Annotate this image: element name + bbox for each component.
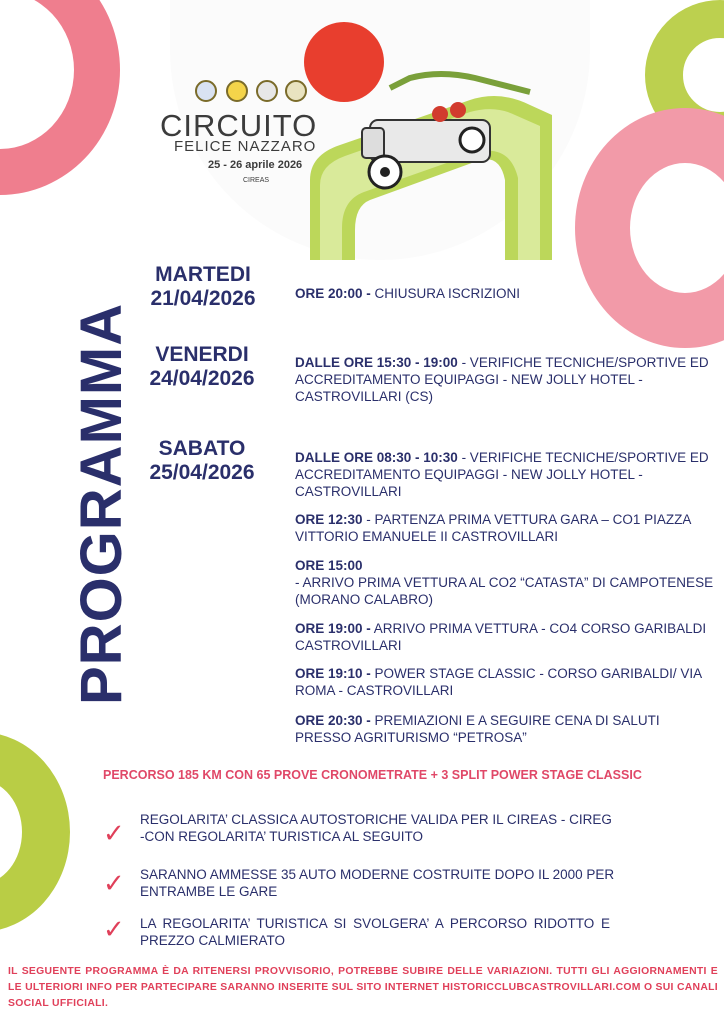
note-item: REGOLARITA’ CLASSICA AUTOSTORICHE VALIDA PER IL CIREAS - CIREG -CON REGOLARITA’ TURISTICA AL SEGUITO	[140, 812, 612, 844]
day-heading	[122, 437, 282, 485]
event-organizer: CIREAS	[243, 177, 270, 184]
note-item: SARANNO AMMESSE 35 AUTO MODERNE COSTRUITE DOPO IL 2000 PER ENTRAMBE LE GARE	[140, 867, 615, 899]
event-time: DALLE ORE 15:30 - 19:00	[295, 355, 458, 370]
aci-logo-icon	[195, 80, 217, 102]
event-description: - ARRIVO PRIMA VETTURA AL CO2 “CATASTA” DI CAMPOTENESE (MORANO CALABRO)	[295, 575, 714, 607]
event-description: - VERIFICHE TECNICHE/SPORTIVE ED ACCREDITAMENTO EQUIPAGGI - NEW JOLLY HOTEL - CASTROVILLARI (CS)	[295, 355, 709, 404]
event-description: ARRIVO PRIMA VETTURA - CO4 CORSO GARIBALDI CASTROVILLARI	[295, 621, 707, 653]
day-heading	[122, 343, 282, 391]
day-name: SABATO	[158, 437, 246, 460]
note-item: LA REGOLARITA’ TURISTICA SI SVOLGERA’ A PERCORSO RIDOTTO E PREZZO CALMIERATO	[140, 916, 610, 948]
schedule-event	[295, 712, 715, 746]
event-time: ORE 15:00	[295, 558, 363, 573]
day-date: 25/04/2026	[149, 461, 255, 484]
event-time: ORE 12:30	[295, 512, 363, 527]
event-dates: 25 - 26 aprile 2026	[208, 159, 303, 171]
schedule-event	[295, 511, 715, 545]
disclaimer-text: IL SEGUENTE PROGRAMMA È DA RITENERSI PROVVISORIO, POTREBBE SUBIRE DELLE VARIAZIONI. TUTTI GLI AGGIORNAMENTI E LE ULTERIORI INFO PER PARTECIPARE SARANNO INSERITE SUL SITO INTERNET HISTORICCLUBCASTROVILLARI.COM O SUI CANALI SOCIAL UFFICIALI.	[8, 966, 718, 1009]
event-description: - VERIFICHE TECNICHE/SPORTIVE ED ACCREDITAMENTO EQUIPAGGI - NEW JOLLY HOTEL - CASTROVILLARI	[295, 450, 709, 499]
club-logo-icon	[256, 80, 278, 102]
check-icon: ✓	[103, 818, 125, 848]
check-icon: ✓	[103, 868, 125, 898]
decor-ring-pink-right	[575, 108, 724, 348]
day-date: 24/04/2026	[149, 367, 255, 390]
event-title: CIRCUITO	[160, 108, 318, 143]
check-icon: ✓	[103, 914, 125, 944]
day-name: MARTEDI	[155, 263, 251, 286]
event-time: ORE 19:00 -	[295, 621, 371, 636]
schedule-event	[295, 449, 715, 500]
decor-ring-pink-top-left	[0, 0, 120, 195]
event-time: ORE 19:10 -	[295, 666, 371, 681]
route-summary: PERCORSO 185 KM CON 65 PROVE CRONOMETRATE + 3 SPLIT POWER STAGE CLASSIC	[103, 768, 642, 782]
vertical-heading: PROGRAMMA	[69, 302, 134, 705]
schedule-event	[295, 557, 715, 608]
decor-ring-green-bottom-left	[0, 732, 70, 932]
event-description: CHIUSURA ISCRIZIONI	[370, 286, 521, 301]
event-description: PREMIAZIONI E A SEGUIRE CENA DI SALUTI PRESSO AGRITURISMO “PETROSA”	[295, 713, 660, 745]
schedule-event	[295, 285, 715, 302]
event-time: DALLE ORE 08:30 - 10:30	[295, 450, 458, 465]
event-subtitle: FELICE NAZZARO	[174, 138, 317, 155]
event-description: POWER STAGE CLASSIC - CORSO GARIBALDI/ VIA ROMA - CASTROVILLARI	[295, 666, 702, 698]
event-time: ORE 20:30 -	[295, 713, 371, 728]
schedule-event	[295, 354, 715, 405]
day-heading	[128, 263, 278, 311]
event-time: ORE 20:00 -	[295, 286, 371, 301]
day-date: 21/04/2026	[150, 287, 256, 310]
event-description: - PARTENZA PRIMA VETTURA GARA – CO1 PIAZZA VITTORIO EMANUELE II CASTROVILLARI	[295, 512, 691, 544]
badge-logo-icon	[226, 80, 248, 102]
schedule-event	[295, 665, 715, 699]
vintage-car-illustration	[300, 60, 562, 260]
day-name: VENERDI	[155, 343, 249, 366]
schedule-event	[295, 620, 715, 654]
